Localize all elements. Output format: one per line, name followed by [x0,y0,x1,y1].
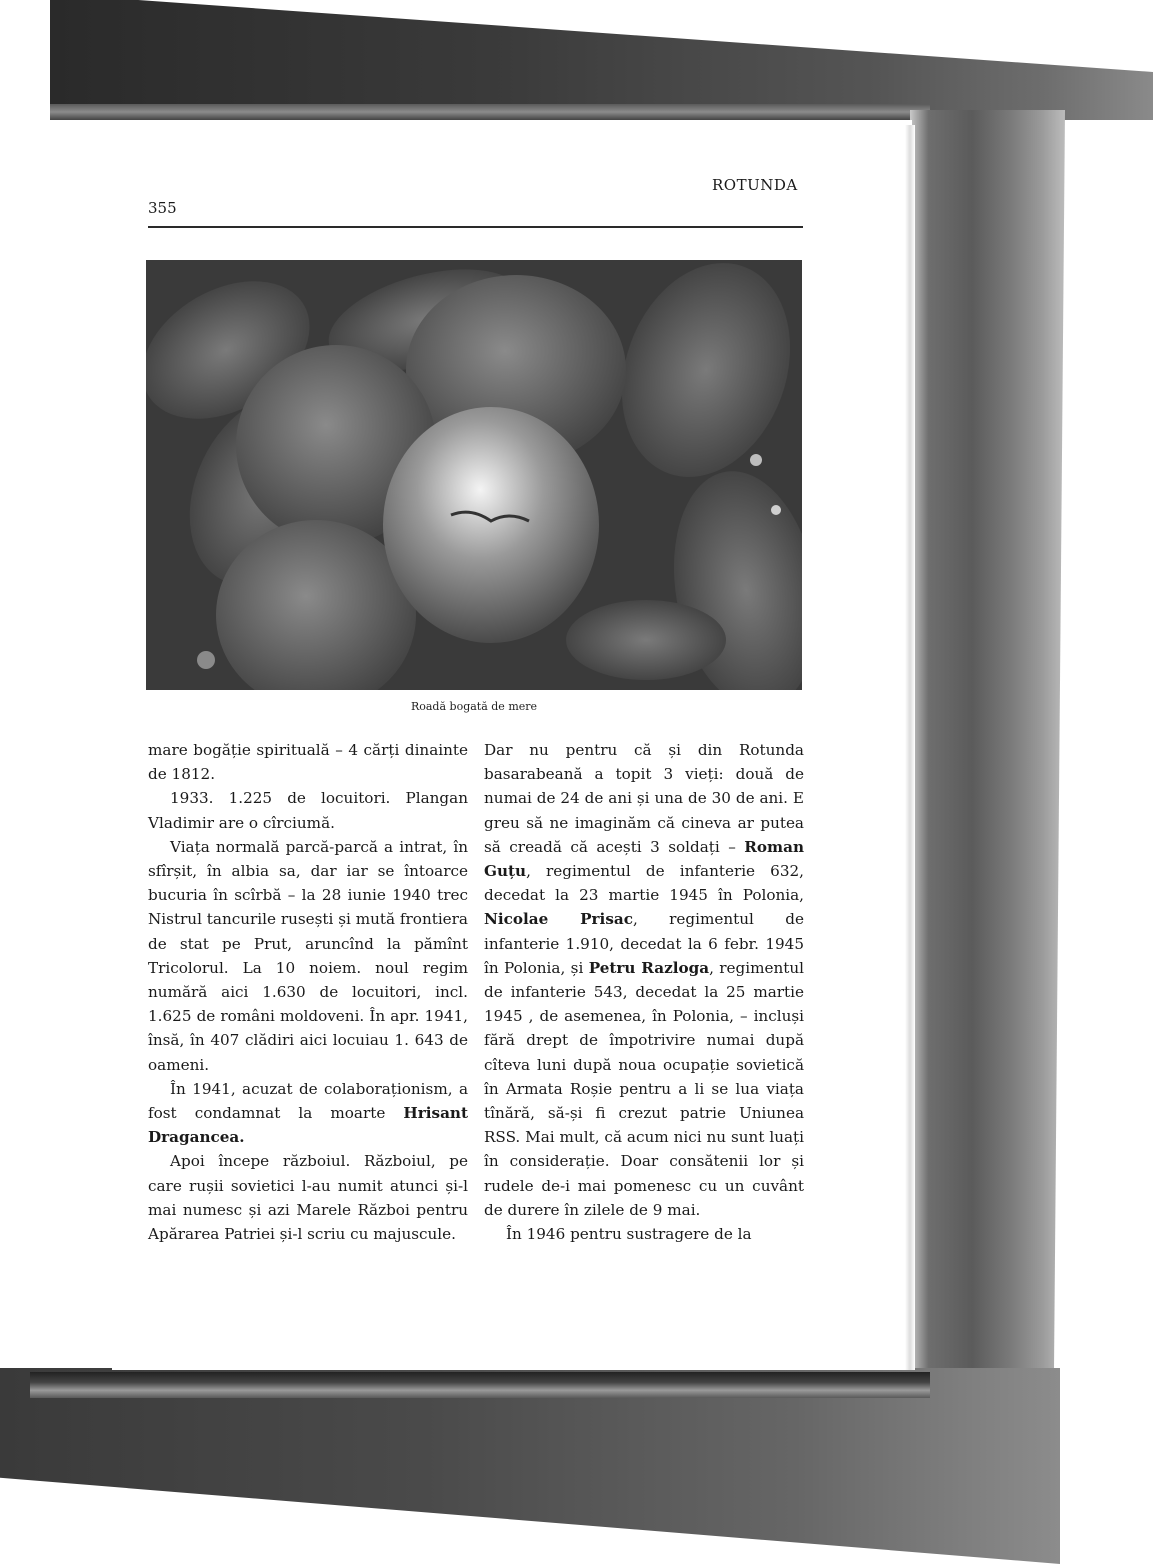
text-run: Apoi începe războiul. Războiul, pe care rușii sovietici l-au numit atunci și-l mai numesc și azi Marele Război pentru Apărarea Patriei și-l scriu cu majuscule. [148,1152,468,1244]
text-run: , regimentul de infanterie 1.910, decedat la 6 febr. 1945 în Polonia, și [484,910,804,977]
text-column-left [148,738,468,1246]
text-run: Dar nu pentru că și din Rotunda basarabeană a topit 3 vieți: două de numai de 24 de ani și una de 30 de ani. E greu să ne imaginăm că cineva ar putea să creadă că acești 3 soldați – [484,741,804,856]
apples-illustration [146,260,802,690]
text-run: În 1946 pentru sustragere de la [506,1225,752,1244]
book-cover-top-edge [50,104,930,120]
text-run: mare bogăție spirituală – 4 cărți dinainte de 1812. [148,741,468,784]
text-column-right [484,738,804,1246]
paragraph [148,1149,468,1246]
paragraph [148,738,468,786]
bold-name: Petru Razloga [588,958,710,977]
figure-caption: Roadă bogată de mere [410,700,538,713]
book-cover-bottom-edge [30,1372,930,1398]
paragraph [484,1222,804,1246]
paragraph [148,786,468,834]
highlight [771,505,781,515]
highlight [750,454,762,466]
leaf [566,600,726,680]
bold-name: Roman Guțu [484,837,804,881]
paragraph [148,835,468,1077]
text-run: În 1941, acuzat de colaboraționism, a fost condamnat la moarte [148,1079,468,1123]
bold-name: Nicolae Prisac [484,910,633,929]
bold-name: Hrisant Dragancea. [148,1104,468,1147]
blossom [197,651,215,669]
text-run: 1933. 1.225 de locuitori. Plangan Vladimir are o cîrciumă. [148,789,468,832]
page-number: 355 [148,199,177,217]
paragraph [484,738,804,1222]
running-head: ROTUNDA [712,176,798,194]
apple-center [383,407,599,643]
page-edge [905,125,915,1370]
book-cover-right-shadow [910,110,1065,1530]
apples-photo [146,260,802,690]
text-run: , regimentul de infanterie 632, decedat la 23 martie 1945 în Polonia, [484,862,804,905]
header-rule [148,226,803,228]
book-cover-top-shadow [50,0,1153,120]
paragraph [148,1077,468,1150]
text-run: Viața normală parcă-parcă a intrat, în sfîrșit, în albia sa, dar iar se întoarce bucuria în scîrbă – la 28 iunie 1940 trec Nistrul tancurile rusești și mută frontiera de stat pe Prut, aruncînd la pămînt Tricolorul. La 10 noiem. noul regim numără aici 1.630 de locuitori, incl. 1.625 de români moldoveni. În apr. 1941, însă, în 407 clădiri aici locuiau 1. 643 de oameni. [148,837,468,1074]
text-run: , regimentul de infanterie 543, decedat la 25 martie 1945 , de asemenea, în Polonia, – incluși fără drept de împotrivire numai după cîteva luni după noua ocupație sovietică în Armata Roșie pentru a li se lua viața tînără, să-și fi crezut patrie Uniunea RSS. Mai mult, că acum nici nu sunt luați în considerație. Doar consătenii lor și rudele de-i mai pomenesc cu un cuvânt de durere în zilele de 9 mai. [484,958,805,1219]
